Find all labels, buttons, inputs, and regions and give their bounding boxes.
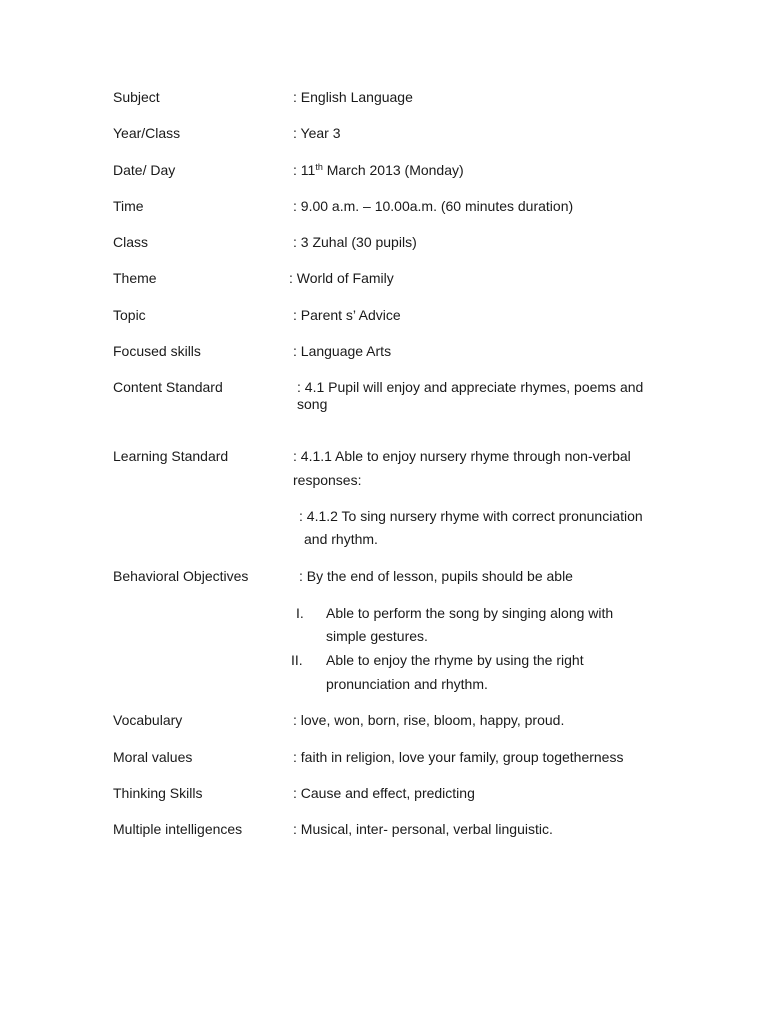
learning-standard-item2-line1: : 4.1.2 To sing nursery rhyme with correct pronunciation [299, 508, 643, 524]
behavioral-objectives-value: : By the end of lesson, pupils should be able [299, 568, 573, 584]
learning-standard-item1-line1: : 4.1.1 Able to enjoy nursery rhyme through non-verbal [293, 448, 631, 464]
multiple-intelligences-label: Multiple intelligences [113, 821, 243, 837]
content-standard-value-line2: song [297, 396, 328, 412]
date-day-value-prefix: : 11 [293, 162, 316, 178]
objective-line: Able to perform the song by singing along with [326, 605, 614, 621]
moral-values-label: Moral values [113, 749, 193, 765]
class-value: : 3 Zuhal (30 pupils) [293, 234, 417, 250]
topic-value: : Parent s’ Advice [293, 307, 401, 323]
vocabulary-value: : love, won, born, rise, bloom, happy, proud. [293, 712, 565, 728]
objective-line: simple gestures. [326, 628, 428, 644]
focused-skills-label: Focused skills [113, 343, 201, 359]
content-standard-label: Content Standard [113, 379, 223, 395]
learning-standard-item2-line2: and rhythm. [304, 531, 378, 547]
year-class-label: Year/Class [113, 125, 181, 141]
time-value: : 9.00 a.m. – 10.00a.m. (60 minutes duration) [293, 198, 574, 214]
year-class-value: : Year 3 [293, 125, 341, 141]
date-day-label: Date/ Day [113, 162, 176, 178]
learning-standard-item1-line2: responses: [293, 472, 362, 488]
thinking-skills-label: Thinking Skills [113, 785, 203, 801]
learning-standard-label: Learning Standard [113, 448, 229, 464]
behavioral-objectives-label: Behavioral Objectives [113, 568, 249, 584]
theme-value: : World of Family [289, 270, 394, 286]
time-label: Time [113, 198, 144, 214]
objective-line: Able to enjoy the rhyme by using the right [326, 652, 584, 668]
multiple-intelligences-value: : Musical, inter- personal, verbal linguistic. [293, 821, 553, 837]
objective-line: pronunciation and rhythm. [326, 676, 488, 692]
date-day-value-suffix: March 2013 (Monday) [322, 162, 464, 178]
moral-values-value: : faith in religion, love your family, group togetherness [293, 749, 624, 765]
topic-label: Topic [113, 307, 146, 323]
thinking-skills-value: : Cause and effect, predicting [293, 785, 475, 801]
subject-value: : English Language [293, 89, 413, 105]
theme-label: Theme [113, 270, 157, 286]
objective-numeral: I. [296, 605, 304, 621]
vocabulary-label: Vocabulary [113, 712, 183, 728]
subject-label: Subject [113, 89, 160, 105]
content-standard-value-line1: : 4.1 Pupil will enjoy and appreciate rhymes, poems and [297, 379, 644, 395]
date-day-value [293, 162, 464, 179]
class-label: Class [113, 234, 149, 250]
focused-skills-value: : Language Arts [293, 343, 392, 359]
date-ordinal-suffix: th [315, 162, 323, 172]
objective-numeral: II. [291, 652, 303, 668]
